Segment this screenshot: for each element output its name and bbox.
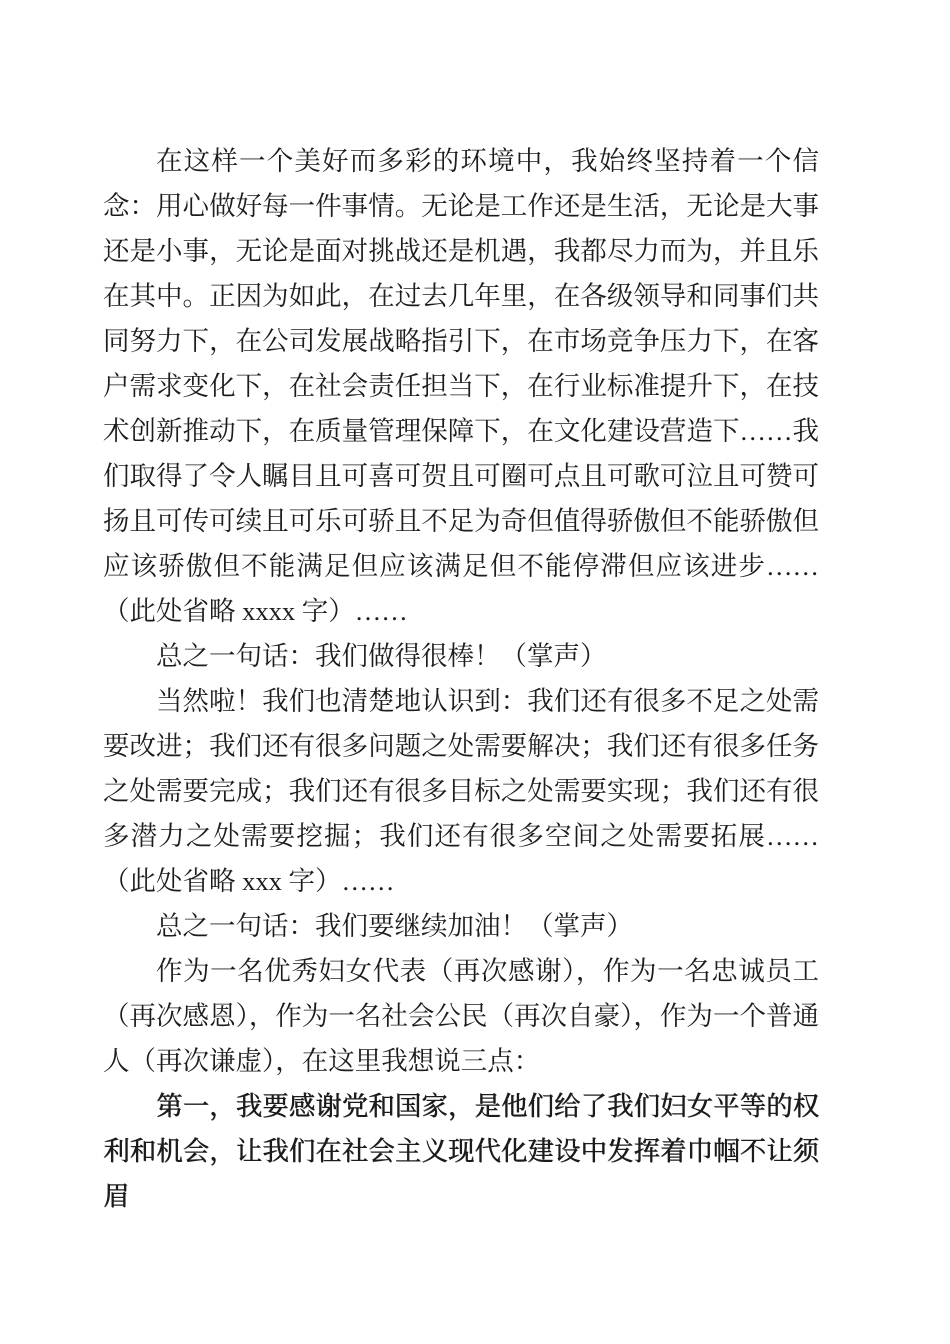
- document-body: [103, 139, 819, 1219]
- paragraph-p6: 第一，我要感谢党和国家，是他们给了我们妇女平等的权利和机会，让我们在社会主义现代化建设中发挥着巾帼不让须眉: [103, 1091, 819, 1211]
- paragraph-p3: 当然啦！我们也清楚地认识到：我们还有很多不足之处需要改进；我们还有很多问题之处需要解决；我们还有很多任务之处需要完成；我们还有很多目标之处需要实现；我们还有很多潜力之处需要挖掘；我们还有很多空间之处需要拓展……（此处省略 xxx 字）……: [103, 686, 819, 896]
- paragraph-p4: 总之一句话：我们要继续加油！（掌声）: [156, 911, 633, 941]
- paragraph-p5: 作为一名优秀妇女代表（再次感谢），作为一名忠诚员工（再次感恩），作为一名社会公民（再次自豪），作为一个普通人（再次谦虚），在这里我想说三点：: [103, 956, 819, 1076]
- paragraph-p2: 总之一句话：我们做得很棒！（掌声）: [156, 641, 607, 671]
- paragraph-p1: 在这样一个美好而多彩的环境中，我始终坚持着一个信念：用心做好每一件事情。无论是工作还是生活，无论是大事还是小事，无论是面对挑战还是机遇，我都尽力而为，并且乐在其中。正因为如此，在过去几年里，在各级领导和同事们共同努力下，在公司发展战略指引下，在市场竞争压力下，在客户需求变化下，在社会责任担当下，在行业标准提升下，在技术创新推动下，在质量管理保障下，在文化建设营造下……我们取得了令人瞩目且可喜可贺且可圈可点且可歌可泣且可赞可扬且可传可续且可乐可骄且不足为奇但值得骄傲但不能骄傲但应该骄傲但不能满足但应该满足但不能停滞但应该进步……（此处省略 xxxx 字）……: [103, 146, 819, 626]
